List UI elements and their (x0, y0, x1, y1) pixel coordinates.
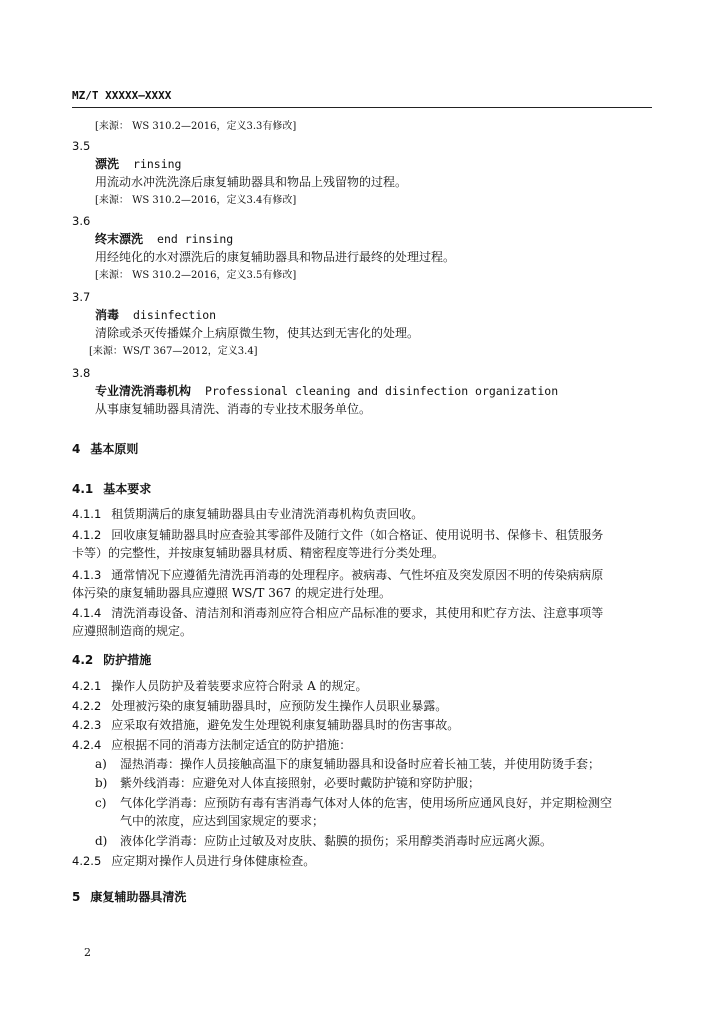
list-item (95, 794, 106, 812)
clause (72, 852, 315, 870)
clause (72, 716, 459, 734)
clause-text: 应定期对操作人员进行身体健康检查。 (111, 854, 316, 868)
def-term: 消毒 (95, 308, 120, 322)
clause-number: 4.1.2 (72, 528, 102, 542)
section-heading (72, 440, 138, 458)
def-term-line (95, 230, 233, 248)
subsection-title: 防护措施 (103, 653, 152, 667)
clause (72, 526, 603, 544)
clause-text: 通常情况下应遵循先清洗再消毒的处理程序。被病毒、气性坏疽及突发原因不明的传染病病原 (111, 568, 604, 582)
list-marker: a) (95, 757, 107, 771)
clause (72, 505, 423, 523)
def-term: 终末漂洗 (95, 232, 144, 246)
clause-number: 4.2.2 (72, 699, 102, 713)
section-title: 康复辅助器具清洗 (90, 890, 187, 904)
clause-text: 应采取有效措施，避免发生处理锐利康复辅助器具时的伤害事故。 (111, 718, 460, 732)
def-number: 3.6 (72, 214, 91, 228)
def-source: [来源： WS 310.2—2016，定义3.5有修改] (95, 270, 297, 281)
clause-continuation: 应遵照制造商的规定。 (72, 624, 193, 638)
clause-text: 操作人员防护及着装要求应符合附录 A 的规定。 (111, 679, 368, 693)
clause (72, 677, 368, 695)
clause (72, 604, 603, 622)
clause-text: 清洗消毒设备、清洁剂和消毒剂应符合相应产品标准的要求，其使用和贮存方法、注意事项等 (111, 606, 604, 620)
def-description: 清除或杀灭传播媒介上病原微生物，使其达到无害化的处理。 (95, 326, 420, 340)
section-number: 4 (72, 442, 81, 456)
def-number: 3.5 (72, 139, 91, 153)
def-description: 从事康复辅助器具清洗、消毒的专业技术服务单位。 (95, 402, 372, 416)
subsection-title: 基本要求 (103, 482, 152, 496)
clause-text: 租赁期满后的康复辅助器具由专业清洗消毒机构负责回收。 (111, 507, 424, 521)
def-term-en: disinfection (133, 308, 217, 322)
subsection-heading (72, 480, 151, 498)
clause (72, 697, 447, 715)
list-item-text: 紫外线消毒：应避免对人体直接照射，必要时戴防护镜和穿防护服； (120, 776, 481, 790)
clause (72, 566, 603, 584)
def-number: 3.7 (72, 290, 91, 304)
def-source: [来源： WS 310.2—2016，定义3.4有修改] (95, 195, 297, 206)
document-id: MZ/T XXXXX—XXXX (72, 89, 172, 102)
clause-text: 回收康复辅助器具时应查验其零部件及随行文件（如合格证、使用说明书、保修卡、租赁服务 (111, 528, 604, 542)
list-item-continuation: 气中的浓度，应达到国家规定的要求； (120, 814, 325, 828)
list-marker: b) (95, 776, 108, 790)
def-term-en: Professional cleaning and disinfection organization (205, 384, 559, 398)
def-description: 用经纯化的水对漂洗后的康复辅助器具和物品进行最终的处理过程。 (95, 250, 456, 264)
def-term-en: end rinsing (157, 232, 234, 246)
list-marker: d) (95, 834, 108, 848)
def-term-en: rinsing (133, 157, 182, 171)
section-number: 5 (72, 890, 81, 904)
def-source: [来源： WS 310.2—2016，定义3.3有修改] (95, 121, 297, 132)
clause-number: 4.2.3 (72, 718, 102, 732)
list-marker: c) (95, 796, 107, 810)
list-item-text: 湿热消毒：操作人员接触高温下的康复辅助器具和设备时应着长袖工装，并使用防烫手套； (120, 757, 601, 771)
list-item-text: 气体化学消毒：应预防有毒有害消毒气体对人体的危害，使用场所应通风良好，并定期检测空 (120, 796, 613, 810)
clause-number: 4.1.4 (72, 606, 102, 620)
list-item (95, 774, 107, 792)
clause (72, 736, 351, 754)
section-title: 基本原则 (90, 442, 139, 456)
clause-text: 处理被污染的康复辅助器具时，应预防发生操作人员职业暴露。 (111, 699, 448, 713)
clause-number: 4.2.1 (72, 679, 102, 693)
list-item (95, 832, 107, 850)
def-description: 用流动水冲洗洗涤后康复辅助器具和物品上残留物的过程。 (95, 175, 408, 189)
clause-number: 4.1.3 (72, 568, 102, 582)
list-item-text: 液体化学消毒：应防止过敏及对皮肤、黏膜的损伤；采用醇类消毒时应远离火源。 (120, 834, 553, 848)
clause-number: 4.2.4 (72, 738, 102, 752)
def-source: [来源：WS/T 367—2012，定义3.4] (89, 346, 258, 357)
def-term-line (95, 382, 558, 400)
def-term: 漂洗 (95, 157, 120, 171)
list-item (95, 755, 107, 773)
subsection-number: 4.1 (72, 482, 94, 496)
subsection-number: 4.2 (72, 653, 94, 667)
def-term-line (95, 306, 216, 324)
section-heading (72, 888, 186, 906)
clause-number: 4.2.5 (72, 854, 102, 868)
clause-continuation: 体污染的康复辅助器具应遵照 WS/T 367 的规定进行处理。 (72, 586, 391, 600)
header-rule (72, 107, 652, 108)
clause-text: 应根据不同的消毒方法制定适宜的防护措施： (111, 738, 352, 752)
def-number: 3.8 (72, 366, 91, 380)
def-term: 专业清洗消毒机构 (95, 384, 192, 398)
clause-continuation: 卡等）的完整性，并按康复辅助器具材质、精密程度等进行分类处理。 (72, 546, 445, 560)
def-term-line (95, 155, 181, 173)
clause-number: 4.1.1 (72, 507, 102, 521)
page-number: 2 (84, 946, 91, 959)
subsection-heading (72, 651, 151, 669)
